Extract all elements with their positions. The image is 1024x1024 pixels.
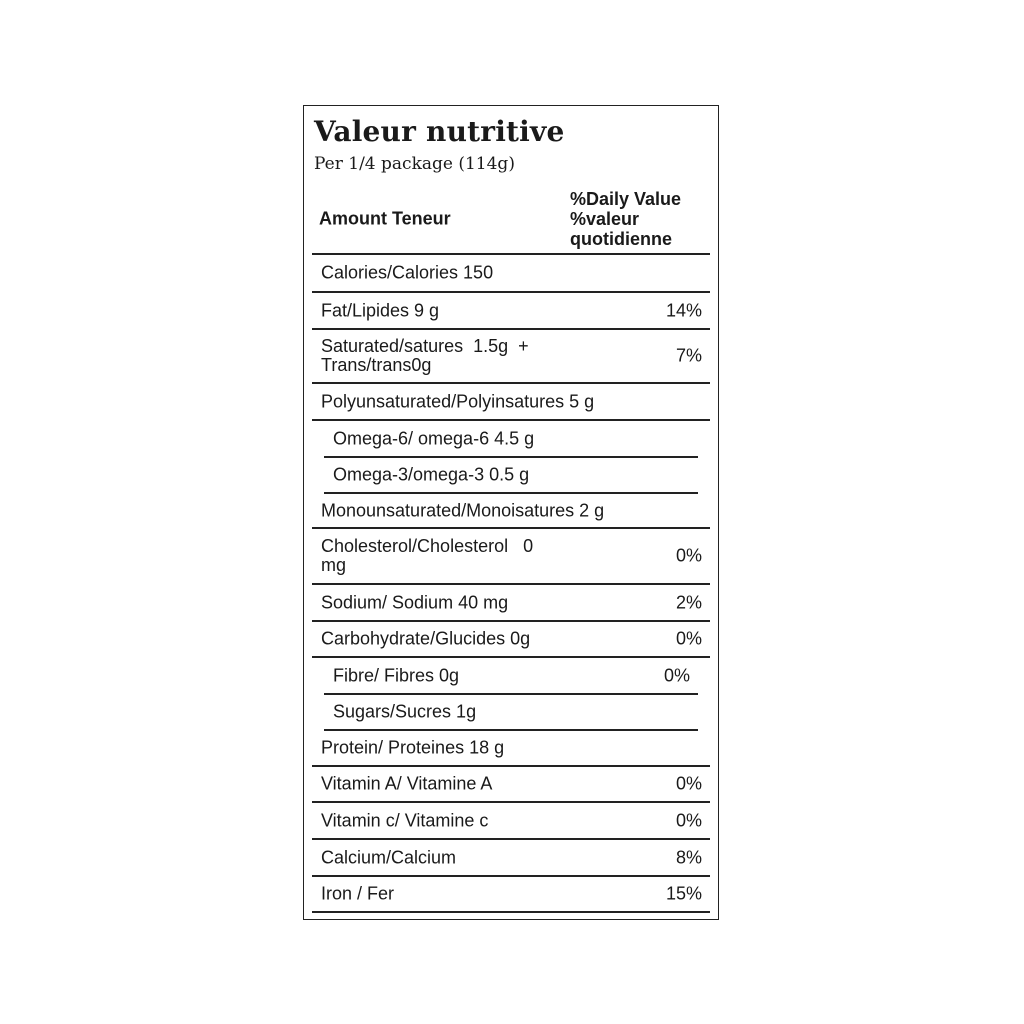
row-polyunsaturated (312, 384, 710, 421)
row-calories (312, 255, 710, 293)
row-vitamin-a-name: Vitamin A/ Vitamine A (321, 773, 493, 794)
row-vitamin-c-name: Vitamin c/ Vitamine c (321, 810, 489, 830)
row-vitamin-a-dv: 0% (675, 773, 702, 794)
row-calcium-name: Calcium/Calcium (321, 847, 457, 867)
row-vitamin-c-dv: 0% (675, 810, 702, 830)
row-fibre-name: Fibre/ Fibres 0g (333, 665, 460, 685)
row-fat-dv: 14% (665, 300, 702, 320)
row-carbohydrate (312, 622, 710, 658)
row-cholesterol-dv: 0% (675, 545, 702, 566)
row-sodium-name: Sodium/ Sodium 40 mg (321, 592, 509, 612)
row-carbohydrate-dv: 0% (675, 628, 702, 649)
row-sodium (312, 585, 710, 622)
row-cholesterol-name: Cholesterol/Cholesterol 0 mg (321, 536, 534, 575)
row-polyunsaturated-name: Polyunsaturated/Polyinsatures 5 g (321, 391, 595, 411)
row-fibre (324, 658, 698, 695)
row-fat-name: Fat/Lipides 9 g (321, 300, 440, 320)
serving-size: Per 1/4 package (114g) (314, 154, 515, 174)
amount-header: Amount Teneur (319, 208, 451, 228)
row-saturated-trans (312, 330, 710, 384)
row-vitamin-a (312, 767, 710, 803)
row-calcium-dv: 8% (675, 847, 702, 867)
row-carbohydrate-name: Carbohydrate/Glucides 0g (321, 628, 531, 649)
row-iron-name: Iron / Fer (321, 883, 395, 904)
row-saturated-trans-name: Saturated/satures 1.5g + Trans/trans0g (321, 336, 529, 375)
row-protein (312, 731, 710, 767)
row-omega-6 (324, 421, 698, 458)
row-calcium (312, 840, 710, 877)
row-omega-3-name: Omega-3/omega-3 0.5 g (333, 464, 530, 485)
row-cholesterol (312, 529, 710, 585)
row-protein-name: Protein/ Proteines 18 g (321, 737, 505, 758)
row-fat (312, 293, 710, 330)
row-vitamin-c (312, 803, 710, 840)
row-sodium-dv: 2% (675, 592, 702, 612)
row-sugars-name: Sugars/Sucres 1g (333, 701, 477, 722)
row-iron-dv: 15% (665, 883, 702, 904)
row-sugars (324, 695, 698, 731)
row-omega-6-name: Omega-6/ omega-6 4.5 g (333, 428, 535, 448)
row-saturated-trans-dv: 7% (675, 345, 702, 366)
nutrition-facts-label (303, 105, 719, 920)
row-iron (312, 877, 710, 913)
label-title: Valeur nutritive (314, 115, 565, 148)
row-omega-3 (324, 458, 698, 494)
row-monounsaturated (312, 494, 710, 529)
row-fibre-dv: 0% (663, 665, 690, 685)
daily-value-header: %Daily Value %valeur quotidienne (570, 188, 682, 249)
row-calories-name: Calories/Calories 150 (321, 262, 494, 283)
table-header (312, 184, 710, 255)
row-monounsaturated-name: Monounsaturated/Monoisatures 2 g (321, 500, 605, 520)
